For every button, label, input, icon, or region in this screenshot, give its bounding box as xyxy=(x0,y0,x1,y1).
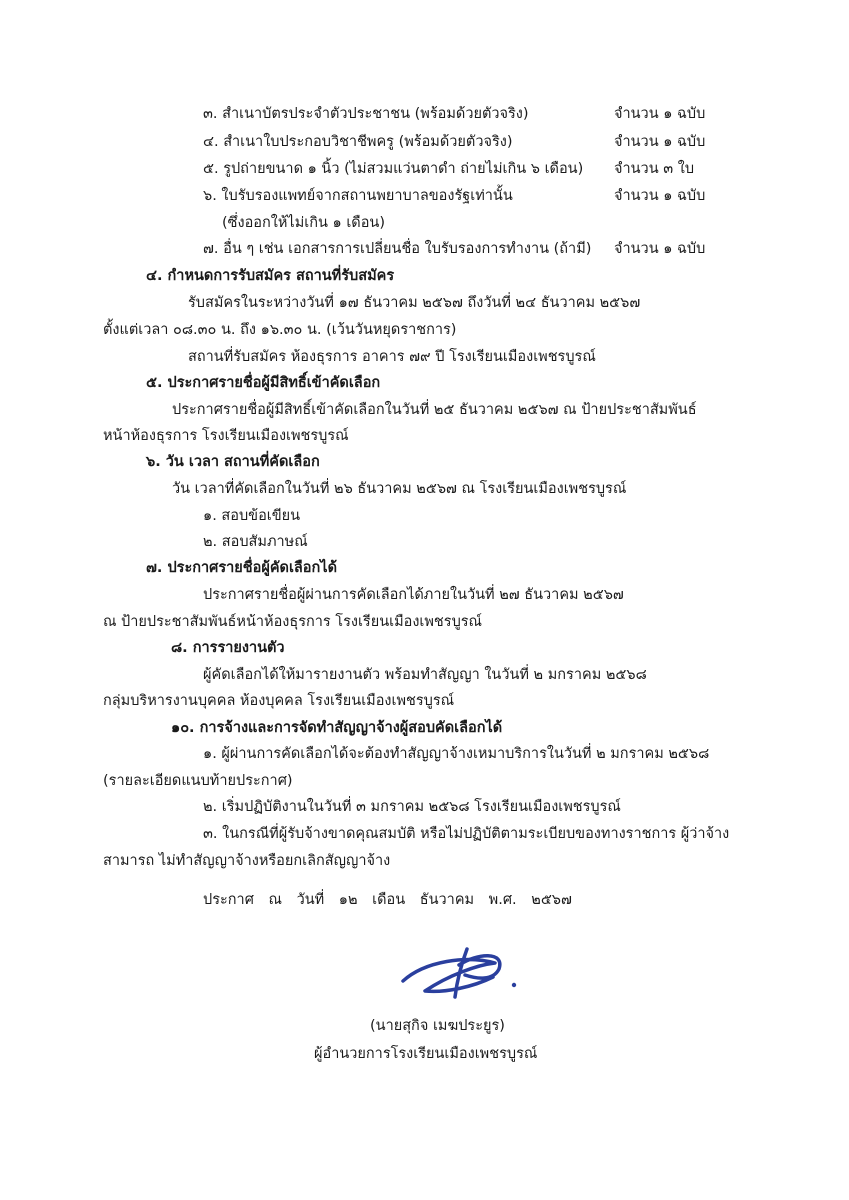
section-4-heading: ๔. กำหนดการรับสมัคร สถานที่รับสมัคร xyxy=(146,268,395,284)
signer-name: (นายสุกิจ เมฆประยูร) xyxy=(370,1018,505,1034)
section-5-line-2: หน้าห้องธุรการ โรงเรียนเมืองเพชรบูรณ์ xyxy=(103,428,349,444)
section-5-heading: ๕. ประกาศรายชื่อผู้มีสิทธิ์เข้าคัดเลือก xyxy=(146,375,381,391)
item-4-quantity: จำนวน ๑ ฉบับ xyxy=(614,134,706,150)
section-4-line-3: สถานที่รับสมัคร ห้องธุรการ อาคาร ๗๙ ปี โรงเรียนเมืองเพชรบูรณ์ xyxy=(188,349,596,365)
section-7-line-1: ประกาศรายชื่อผู้ผ่านการคัดเลือกได้ภายในวันที่ ๒๗ ธันวาคม ๒๕๖๗ xyxy=(203,587,624,603)
document-item-3: ๓. สำเนาบัตรประจำตัวประชาชน (พร้อมด้วยตัวจริง) xyxy=(203,106,529,122)
document-item-7: ๗. อื่น ๆ เช่น เอกสารการเปลี่ยนชื่อ ใบรับรองการทำงาน (ถ้ามี) xyxy=(203,241,592,257)
section-10-line-2: (รายละเอียดแนบท้ายประกาศ) xyxy=(103,773,293,789)
section-6-item-2: ๒. สอบสัมภาษณ์ xyxy=(203,534,308,550)
section-4-line-2: ตั้งแต่เวลา ๐๘.๓๐ น. ถึง ๑๖.๓๐ น. (เว้นวันหยุดราชการ) xyxy=(103,322,457,338)
section-4-line-1: รับสมัครในระหว่างวันที่ ๑๗ ธันวาคม ๒๕๖๗ ถึงวันที่ ๒๔ ธันวาคม ๒๕๖๗ xyxy=(188,295,641,311)
document-item-6-note: (ซึ่งออกให้ไม่เกิน ๑ เดือน) xyxy=(222,215,385,231)
section-6-heading: ๖. วัน เวลา สถานที่คัดเลือก xyxy=(146,454,320,470)
section-8-line-1: ผู้คัดเลือกได้ให้มารายงานตัว พร้อมทำสัญญา ในวันที่ ๒ มกราคม ๒๕๖๘ xyxy=(203,667,647,683)
item-5-quantity: จำนวน ๓ ใบ xyxy=(614,161,695,177)
document-item-6: ๖. ใบรับรองแพทย์จากสถานพยาบาลของรัฐเท่านั้น xyxy=(203,188,513,204)
signer-title: ผู้อำนวยการโรงเรียนเมืองเพชรบูรณ์ xyxy=(314,1046,538,1062)
section-10-line-5: สามารถ ไม่ทำสัญญาจ้างหรือยกเลิกสัญญาจ้าง xyxy=(103,853,391,869)
section-10-heading: ๑๐. การจ้างและการจัดทำสัญญาจ้างผู้สอบคัดเลือกได้ xyxy=(171,720,503,736)
document-item-5: ๕. รูปถ่ายขนาด ๑ นิ้ว (ไม่สวมแว่นตาดำ ถ่ายไม่เกิน ๖ เดือน) xyxy=(203,161,584,177)
section-6-line-1: วัน เวลาที่คัดเลือกในวันที่ ๒๖ ธันวาคม ๒๕๖๗ ณ โรงเรียนเมืองเพชรบูรณ์ xyxy=(172,481,627,497)
document-item-4: ๔. สำเนาใบประกอบวิชาชีพครู (พร้อมด้วยตัวจริง) xyxy=(203,134,513,150)
section-10-line-4: ๓. ในกรณีที่ผู้รับจ้างขาดคุณสมบัติ หรือไม่ปฏิบัติตามระเบียบของทางราชการ ผู้ว่าจ้าง xyxy=(203,826,730,842)
section-7-heading: ๗. ประกาศรายชื่อผู้คัดเลือกได้ xyxy=(146,560,337,576)
section-8-heading: ๘. การรายงานตัว xyxy=(171,640,285,656)
item-3-quantity: จำนวน ๑ ฉบับ xyxy=(614,106,706,122)
announcement-date: ประกาศ ณ วันที่ ๑๒ เดือน ธันวาคม พ.ศ. ๒๕๖๗ xyxy=(203,892,572,908)
section-7-line-2: ณ ป้ายประชาสัมพันธ์หน้าห้องธุรการ โรงเรียนเมืองเพชรบูรณ์ xyxy=(103,614,483,630)
section-8-line-2: กลุ่มบริหารงานบุคคล ห้องบุคคล โรงเรียนเมืองเพชรบูรณ์ xyxy=(103,693,455,709)
signature xyxy=(395,935,525,1005)
item-6-quantity: จำนวน ๑ ฉบับ xyxy=(614,188,706,204)
section-10-line-3: ๒. เริ่มปฏิบัติงานในวันที่ ๓ มกราคม ๒๕๖๘ โรงเรียนเมืองเพชรบูรณ์ xyxy=(203,799,621,815)
section-10-line-1: ๑. ผู้ผ่านการคัดเลือกได้จะต้องทำสัญญาจ้างเหมาบริการในวันที่ ๒ มกราคม ๒๕๖๘ xyxy=(203,746,710,762)
section-6-item-1: ๑. สอบข้อเขียน xyxy=(203,508,301,524)
section-5-line-1: ประกาศรายชื่อผู้มีสิทธิ์เข้าคัดเลือกในวันที่ ๒๕ ธันวาคม ๒๕๖๗ ณ ป้ายประชาสัมพันธ์ xyxy=(172,402,697,418)
item-7-quantity: จำนวน ๑ ฉบับ xyxy=(614,241,706,257)
